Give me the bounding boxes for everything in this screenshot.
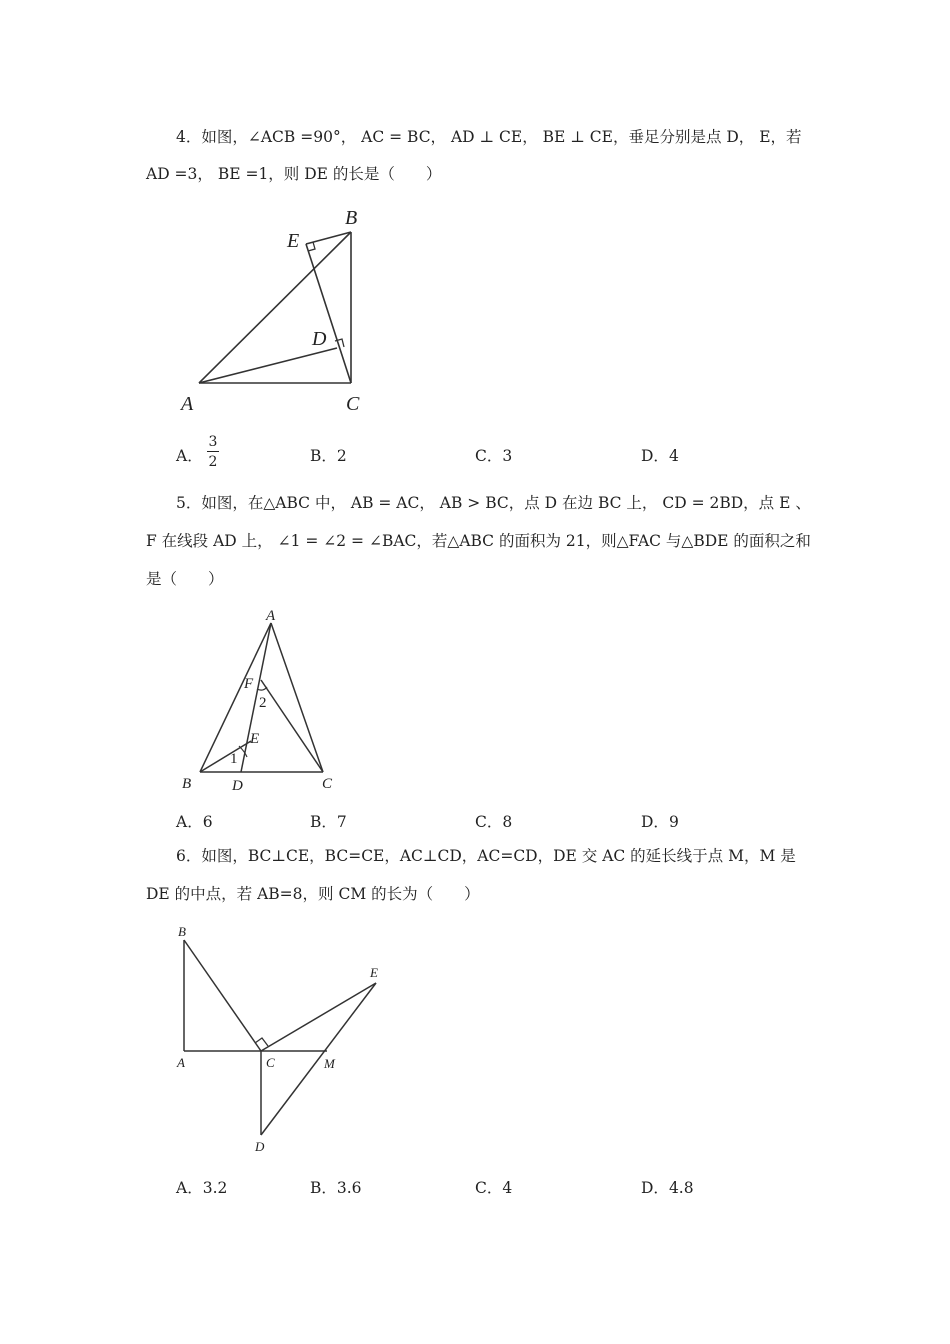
q6-figure — [170, 920, 390, 1160]
q5-figure — [175, 605, 355, 800]
q6-text-line2: DE 的中点，若 AB=8，则 CM 的长为（ ） — [146, 885, 480, 903]
q5-label-D: D — [232, 778, 243, 794]
q6-label-B: B — [178, 924, 186, 939]
q4-text-line1: 4．如图，∠ACB =90°， AC = BC， AD ⊥ CE， BE ⊥ CE，垂足分别是点 D， E，若 — [176, 128, 802, 146]
q4-seg-AD — [199, 348, 337, 383]
q6-option-b[interactable]: B．3.6 — [310, 1179, 362, 1197]
q5-seg-AD — [241, 623, 271, 772]
q5-label-angle-1: 1 — [230, 751, 238, 767]
q4-option-a-label[interactable]: A． — [176, 447, 203, 465]
q5-option-a[interactable]: A．6 — [176, 813, 213, 831]
q6-option-c[interactable]: C．4 — [475, 1179, 513, 1197]
q5-text-line3: 是（ ） — [146, 570, 224, 588]
q5-text-line2: F 在线段 AD 上， ∠1 = ∠2 = ∠BAC，若△ABC 的面积为 21，则△FAC 与△BDE 的面积之和 — [146, 532, 811, 550]
q5-label-F: F — [244, 676, 254, 692]
q6-label-E: E — [370, 965, 378, 980]
q4-label-E: E — [287, 230, 300, 252]
q5-option-c[interactable]: C．8 — [475, 813, 513, 831]
q6-option-a[interactable]: A．3.2 — [176, 1179, 228, 1197]
q5-label-B: B — [182, 776, 192, 792]
q6-label-D: D — [255, 1139, 265, 1154]
q6-label-M: M — [324, 1056, 335, 1071]
q4-option-a-denominator: 2 — [208, 454, 218, 470]
q5-seg-AC — [271, 623, 323, 772]
q5-text-line1: 5．如图，在△ABC 中， AB = AC， AB > BC，点 D 在边 BC 上， CD = 2BD，点 E 、 — [176, 494, 811, 512]
q5-label-angle-2: 2 — [259, 695, 267, 711]
q4-figure — [170, 200, 400, 420]
q4-seg-EC — [306, 244, 351, 383]
q4-option-a-numerator: 3 — [208, 434, 218, 450]
q4-label-D: D — [312, 328, 327, 350]
q4-text-line2: AD =3， BE =1，则 DE 的长是（ ） — [146, 165, 442, 183]
q5-option-d[interactable]: D．9 — [641, 813, 679, 831]
q5-label-C: C — [322, 776, 333, 792]
q5-option-b[interactable]: B．7 — [310, 813, 347, 831]
q5-label-E: E — [250, 731, 260, 747]
q6-option-d[interactable]: D．4.8 — [641, 1179, 694, 1197]
q6-seg-DE — [261, 983, 376, 1135]
q4-label-B: B — [345, 207, 358, 229]
q4-option-b[interactable]: B．2 — [310, 447, 347, 465]
q4-label-A: A — [181, 393, 194, 415]
q5-seg-FC — [261, 680, 323, 772]
q6-text-line1: 6．如图，BC⊥CE，BC=CE，AC⊥CD，AC=CD，DE 交 AC 的延长线于点 M，M 是 — [176, 847, 796, 865]
q6-label-C: C — [266, 1055, 275, 1070]
q4-option-d[interactable]: D．4 — [641, 447, 679, 465]
q4-option-c[interactable]: C．3 — [475, 447, 513, 465]
q6-seg-CE — [261, 983, 376, 1051]
q4-label-C: C — [346, 393, 360, 415]
q6-seg-BC — [184, 940, 261, 1051]
q6-label-A: A — [177, 1055, 185, 1070]
q5-label-A: A — [266, 608, 276, 624]
q4-seg-AB — [199, 232, 351, 383]
q4-option-a-fraction-bar — [207, 451, 219, 452]
